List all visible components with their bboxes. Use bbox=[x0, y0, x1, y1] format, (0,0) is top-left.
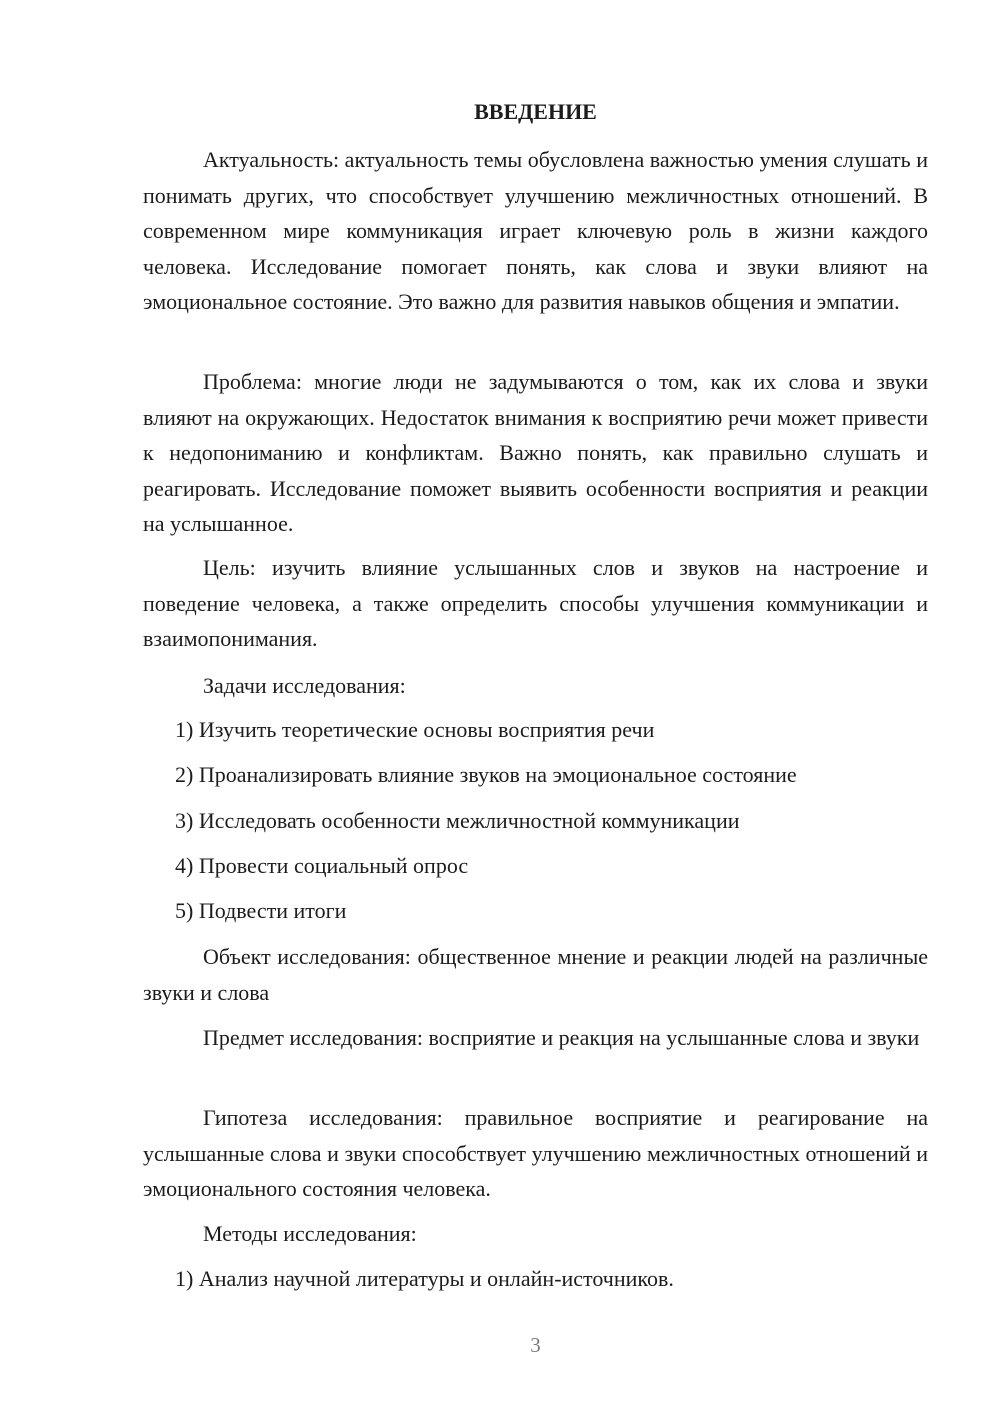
paragraph-relevance: Актуальность: актуальность темы обусловлена важностью умения слушать и понимать других, что способствует улучшению межличностных отношений. В современном мире коммуникация играет ключевую роль в жизни каждого человека. Исследование помогает понять, как слова и звуки влияют на эмоциональное состояние. Это важно для развития навыков общения и эмпатии. bbox=[143, 147, 928, 314]
task-item-3: 3) Исследовать особенности межличностной коммуникации bbox=[175, 808, 740, 833]
paragraph-hypothesis: Гипотеза исследования: правильное восприятие и реагирование на услышанные слова и звуки способствует улучшению межличностных отношений и эмоционального состояния человека. bbox=[143, 1105, 928, 1201]
page-number: 3 bbox=[530, 1333, 541, 1357]
task-item-1: 1) Изучить теоретические основы восприятия речи bbox=[175, 717, 655, 742]
task-item-2: 2) Проанализировать влияние звуков на эмоциональное состояние bbox=[175, 762, 797, 787]
paragraph-object: Объект исследования: общественное мнение и реакции людей на различные звуки и слова bbox=[143, 944, 928, 1005]
tasks-title: Задачи исследования: bbox=[203, 673, 406, 698]
method-item-1: 1) Анализ научной литературы и онлайн-источников. bbox=[175, 1266, 674, 1291]
methods-title: Методы исследования: bbox=[203, 1221, 417, 1246]
task-item-4: 4) Провести социальный опрос bbox=[175, 853, 469, 878]
paragraph-goal: Цель: изучить влияние услышанных слов и звуков на настроение и поведение человека, а также определить способы улучшения коммуникации и взаимопонимания. bbox=[143, 555, 928, 651]
paragraph-subject: Предмет исследования: восприятие и реакция на услышанные слова и звуки bbox=[203, 1025, 920, 1050]
task-item-5: 5) Подвести итоги bbox=[175, 898, 347, 923]
paragraph-problem: Проблема: многие люди не задумываются о том, как их слова и звуки влияют на окружающих. Недостаток внимания к восприятию речи может привести к недопониманию и конфликтам. Важно понять, как правильно слушать и реагировать. Исследование поможет выявить особенности восприятия и реакции на услышанное. bbox=[143, 369, 928, 536]
page-title: ВВЕДЕНИЕ bbox=[474, 99, 597, 124]
document-page bbox=[143, 0, 928, 1414]
